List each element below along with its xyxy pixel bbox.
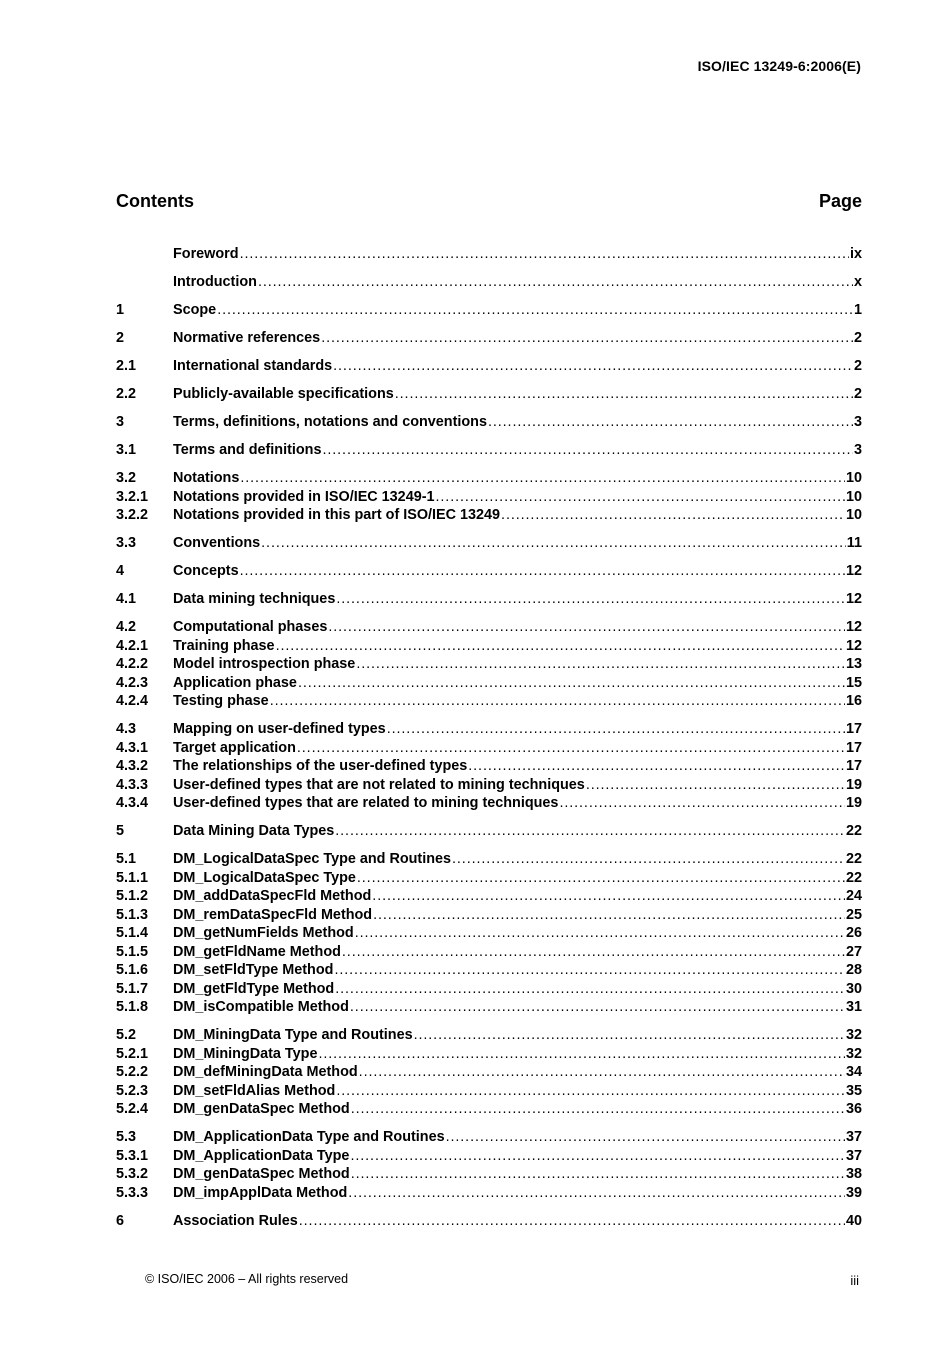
toc-entry-number: 5.1.3 — [116, 906, 149, 923]
toc-entry-number: 4.2.3 — [116, 674, 149, 691]
toc-entry[interactable] — [116, 692, 862, 711]
toc-entry-page[interactable]: 22 — [845, 869, 862, 886]
toc-entry-page[interactable]: 12 — [845, 619, 862, 635]
toc-entry[interactable] — [116, 506, 862, 525]
toc-entry[interactable] — [116, 943, 862, 962]
toc-entry-page[interactable]: 17 — [845, 721, 862, 737]
toc-entry-number: 5.2 — [116, 1027, 137, 1043]
toc-entry-number: 1 — [116, 302, 125, 318]
footer-page-number: iii — [850, 1273, 859, 1288]
toc-entry-page[interactable]: 31 — [845, 999, 862, 1015]
toc-entry-number: 4 — [116, 563, 125, 579]
toc-entry-page[interactable]: 3 — [853, 414, 862, 430]
toc-entry-title[interactable]: DM_getFldType Method — [173, 980, 335, 997]
toc-group — [116, 469, 862, 525]
toc-entry-title[interactable]: DM_impApplData Method — [173, 1184, 348, 1201]
toc-group — [116, 1026, 862, 1119]
toc-entry-title[interactable]: Introduction — [173, 274, 257, 290]
toc-group — [116, 441, 862, 460]
toc-entry-page[interactable]: 12 — [845, 563, 862, 579]
toc-leader-dots — [488, 413, 853, 432]
toc-entry-page[interactable]: 15 — [845, 674, 862, 691]
toc-entry-title[interactable]: Scope — [173, 302, 217, 318]
toc-entry-number: 4.3 — [116, 721, 137, 737]
toc-entry[interactable] — [116, 757, 862, 776]
toc-entry-number: 4.3.2 — [116, 758, 149, 774]
toc-entry-page[interactable]: 1 — [853, 302, 862, 318]
toc-entry[interactable] — [116, 618, 862, 637]
toc-entry-page[interactable]: 16 — [845, 693, 862, 709]
toc-leader-dots — [357, 869, 845, 888]
contents-title: Contents — [116, 191, 194, 211]
toc-entry-number: 4.2.1 — [116, 637, 149, 654]
toc-entry-number: 3.2.2 — [116, 507, 149, 523]
toc-leader-dots — [336, 590, 845, 609]
toc-entry-title[interactable]: Notations — [173, 470, 240, 486]
toc-entry-number: 4.2 — [116, 619, 137, 635]
toc-entry-title[interactable]: Terms and definitions — [173, 442, 322, 458]
toc-leader-dots — [348, 1184, 845, 1203]
toc-entry[interactable] — [116, 850, 862, 869]
toc-entry[interactable] — [116, 1082, 862, 1101]
toc-leader-dots — [270, 692, 845, 711]
toc-leader-dots — [240, 469, 845, 488]
toc-leader-dots — [350, 998, 845, 1017]
toc-leader-dots — [240, 562, 845, 581]
toc-entry-title[interactable]: Testing phase — [173, 693, 269, 709]
toc-group — [116, 385, 862, 404]
toc-entry[interactable] — [116, 413, 862, 432]
toc-leader-dots — [586, 776, 845, 795]
toc-leader-dots — [436, 488, 845, 507]
toc-entry-title[interactable]: Association Rules — [173, 1212, 298, 1229]
toc-entry-number: 3.2.1 — [116, 488, 149, 505]
toc-entry-number: 5.3.3 — [116, 1184, 149, 1201]
toc-entry-page[interactable]: 35 — [845, 1082, 862, 1099]
toc-leader-dots — [336, 1082, 845, 1101]
toc-group — [116, 822, 862, 841]
toc-entry[interactable] — [116, 273, 862, 292]
toc-leader-dots — [355, 924, 845, 943]
toc-entry-page[interactable]: 38 — [845, 1166, 862, 1182]
table-of-contents — [116, 245, 862, 1240]
toc-entry-page[interactable]: 2 — [853, 358, 862, 374]
toc-leader-dots — [328, 618, 845, 637]
toc-entry-page[interactable]: 17 — [845, 739, 862, 756]
toc-leader-dots — [298, 674, 845, 693]
toc-entry[interactable] — [116, 1212, 862, 1231]
toc-group — [116, 1212, 862, 1231]
toc-leader-dots — [373, 906, 845, 925]
toc-entry[interactable] — [116, 1063, 862, 1082]
toc-entry-title[interactable]: DM_MiningData Type — [173, 1045, 318, 1062]
toc-group — [116, 413, 862, 432]
toc-entry-page[interactable]: 19 — [845, 776, 862, 793]
toc-entry[interactable] — [116, 441, 862, 460]
toc-entry-title[interactable]: DM_setFldAlias Method — [173, 1082, 336, 1099]
toc-entry-page[interactable]: 40 — [845, 1212, 862, 1229]
toc-entry-page[interactable]: 26 — [845, 925, 862, 941]
toc-entry-number: 5.2.4 — [116, 1101, 149, 1117]
toc-entry-title[interactable]: User-defined types that are not related to mining techniques — [173, 776, 585, 793]
toc-entry-title[interactable]: DM_getNumFields Method — [173, 925, 354, 941]
toc-entry-page[interactable]: 11 — [846, 535, 862, 551]
toc-entry-page[interactable]: 2 — [853, 330, 862, 346]
toc-entry-title[interactable]: DM_remDataSpecFld Method — [173, 906, 373, 923]
toc-entry-number: 2.1 — [116, 358, 137, 374]
toc-entry-title[interactable]: DM_genDataSpec Method — [173, 1166, 350, 1182]
toc-leader-dots — [217, 301, 853, 320]
toc-entry[interactable] — [116, 794, 862, 813]
toc-entry-title[interactable]: Notations provided in this part of ISO/IEC 13249 — [173, 507, 501, 523]
toc-entry-page[interactable]: 13 — [845, 656, 862, 672]
toc-entry-title[interactable]: Foreword — [173, 246, 239, 262]
toc-entry-page[interactable]: 34 — [845, 1064, 862, 1080]
toc-entry[interactable] — [116, 887, 862, 906]
footer-copyright: © ISO/IEC 2006 – All rights reserved — [145, 1272, 349, 1286]
toc-entry-page[interactable]: 12 — [845, 591, 862, 607]
toc-group — [116, 329, 862, 348]
toc-leader-dots — [414, 1026, 845, 1045]
toc-entry-title[interactable]: DM_ApplicationData Type — [173, 1147, 350, 1164]
toc-entry-page[interactable]: 22 — [845, 851, 862, 867]
toc-entry-title[interactable]: Application phase — [173, 674, 297, 691]
toc-entry-title[interactable]: The relationships of the user-defined types — [173, 758, 468, 774]
page-column-label: Page — [818, 191, 862, 211]
toc-leader-dots — [335, 822, 845, 841]
toc-leader-dots — [334, 961, 845, 980]
toc-leader-dots — [350, 1147, 845, 1166]
toc-leader-dots — [395, 385, 853, 404]
toc-entry[interactable] — [116, 562, 862, 581]
toc-leader-dots — [387, 720, 845, 739]
toc-entry[interactable] — [116, 1045, 862, 1064]
toc-group — [116, 1128, 862, 1202]
toc-group — [116, 562, 862, 581]
toc-leader-dots — [333, 357, 853, 376]
toc-entry[interactable] — [116, 655, 862, 674]
toc-group — [116, 534, 862, 553]
toc-leader-dots — [321, 329, 853, 348]
toc-entry-title[interactable]: Data Mining Data Types — [173, 823, 335, 839]
toc-entry-number: 5.1.4 — [116, 925, 149, 941]
toc-entry-number: 5 — [116, 823, 125, 839]
toc-entry-page[interactable]: 22 — [845, 823, 862, 839]
toc-leader-dots — [452, 850, 845, 869]
toc-entry[interactable] — [116, 1026, 862, 1045]
toc-entry[interactable] — [116, 674, 862, 693]
toc-entry-page[interactable]: 3 — [853, 442, 862, 458]
toc-entry-number: 4.2.4 — [116, 693, 149, 709]
toc-entry-number: 6 — [116, 1212, 125, 1229]
toc-entry-number: 4.3.1 — [116, 739, 149, 756]
toc-entry-title[interactable]: Target application — [173, 739, 296, 756]
toc-leader-dots — [351, 1165, 845, 1184]
toc-entry-title[interactable]: Concepts — [173, 563, 239, 579]
toc-group — [116, 618, 862, 711]
toc-entry[interactable] — [116, 906, 862, 925]
toc-entry-number: 5.1.1 — [116, 869, 149, 886]
toc-entry[interactable] — [116, 357, 862, 376]
toc-entry-page[interactable]: x — [853, 274, 862, 290]
toc-group — [116, 850, 862, 1017]
toc-entry-page[interactable]: 37 — [845, 1147, 862, 1164]
toc-entry[interactable] — [116, 739, 862, 758]
toc-entry[interactable] — [116, 924, 862, 943]
toc-entry-number: 5.3.2 — [116, 1166, 149, 1182]
toc-entry[interactable] — [116, 1184, 862, 1203]
toc-entry-title[interactable]: Mapping on user-defined types — [173, 721, 386, 737]
toc-entry-title[interactable]: Terms, definitions, notations and conventions — [173, 414, 487, 430]
toc-entry-number: 2.2 — [116, 386, 137, 402]
toc-leader-dots — [299, 1212, 845, 1231]
toc-leader-dots — [322, 441, 853, 460]
toc-entry[interactable] — [116, 469, 862, 488]
toc-entry-title[interactable]: Training phase — [173, 637, 275, 654]
toc-entry-number: 5.2.2 — [116, 1064, 149, 1080]
toc-entry-title[interactable]: DM_ApplicationData Type and Routines — [173, 1129, 445, 1145]
toc-entry-number: 5.1.2 — [116, 888, 149, 904]
toc-entry[interactable] — [116, 301, 862, 320]
toc-entry-page[interactable]: 27 — [845, 943, 862, 960]
toc-entry[interactable] — [116, 637, 862, 656]
toc-entry[interactable] — [116, 1100, 862, 1119]
toc-entry-title[interactable]: Notations provided in ISO/IEC 13249-1 — [173, 488, 435, 505]
toc-entry-title[interactable]: Publicly-available specifications — [173, 386, 394, 402]
toc-entry-page[interactable]: 19 — [845, 795, 862, 811]
toc-entry[interactable] — [116, 998, 862, 1017]
toc-leader-dots — [261, 534, 846, 553]
toc-entry[interactable] — [116, 822, 862, 841]
toc-entry-number: 3 — [116, 414, 125, 430]
toc-entry[interactable] — [116, 720, 862, 739]
toc-entry[interactable] — [116, 385, 862, 404]
toc-entry-title[interactable]: DM_MiningData Type and Routines — [173, 1027, 413, 1043]
toc-group — [116, 301, 862, 320]
toc-leader-dots — [559, 794, 845, 813]
toc-group — [116, 720, 862, 813]
toc-entry[interactable] — [116, 488, 862, 507]
toc-leader-dots — [356, 655, 845, 674]
toc-entry[interactable] — [116, 534, 862, 553]
toc-entry-title[interactable]: DM_getFldName Method — [173, 943, 341, 960]
toc-leader-dots — [276, 637, 845, 656]
toc-leader-dots — [446, 1128, 845, 1147]
toc-entry-title[interactable]: International standards — [173, 358, 333, 374]
toc-entry-page[interactable]: 30 — [845, 980, 862, 997]
toc-entry[interactable] — [116, 1165, 862, 1184]
toc-leader-dots — [240, 245, 849, 264]
toc-entry-title[interactable]: User-defined types that are related to mining techniques — [173, 795, 559, 811]
toc-entry-number: 5.3 — [116, 1129, 137, 1145]
toc-entry-page[interactable]: 32 — [845, 1045, 862, 1062]
toc-entry[interactable] — [116, 590, 862, 609]
toc-entry[interactable] — [116, 1147, 862, 1166]
toc-entry-title[interactable]: DM_defMiningData Method — [173, 1064, 358, 1080]
toc-group — [116, 357, 862, 376]
document-id: ISO/IEC 13249-6:2006(E) — [697, 58, 861, 74]
toc-entry[interactable] — [116, 1128, 862, 1147]
toc-entry-page[interactable]: 28 — [845, 962, 862, 978]
toc-entry-number: 3.3 — [116, 535, 137, 551]
toc-entry[interactable] — [116, 980, 862, 999]
toc-entry-page[interactable]: 10 — [845, 470, 862, 486]
toc-entry-title[interactable]: DM_isCompatible Method — [173, 999, 349, 1015]
toc-entry-page[interactable]: 17 — [845, 758, 862, 774]
toc-entry-number: 4.1 — [116, 591, 137, 607]
toc-entry-title[interactable]: Computational phases — [173, 619, 328, 635]
toc-leader-dots — [501, 506, 845, 525]
toc-entry-page[interactable]: 2 — [853, 386, 862, 402]
toc-leader-dots — [372, 887, 845, 906]
toc-entry-page[interactable]: 24 — [845, 888, 862, 904]
toc-entry-number: 5.2.1 — [116, 1045, 149, 1062]
toc-entry-number: 4.2.2 — [116, 656, 149, 672]
toc-entry-title[interactable]: DM_addDataSpecFld Method — [173, 888, 372, 904]
toc-entry-page[interactable]: 32 — [845, 1027, 862, 1043]
toc-leader-dots — [335, 980, 845, 999]
toc-entry[interactable] — [116, 869, 862, 888]
toc-leader-dots — [342, 943, 845, 962]
toc-entry-page[interactable]: 37 — [845, 1129, 862, 1145]
toc-entry-number: 5.1 — [116, 851, 137, 867]
toc-entry[interactable] — [116, 961, 862, 980]
toc-group — [116, 245, 862, 264]
toc-entry-number: 3.1 — [116, 442, 137, 458]
toc-entry-number: 5.2.3 — [116, 1082, 149, 1099]
toc-leader-dots — [318, 1045, 845, 1064]
toc-leader-dots — [297, 739, 845, 758]
toc-entry-page[interactable]: ix — [849, 246, 862, 262]
toc-leader-dots — [359, 1063, 845, 1082]
toc-entry-page[interactable]: 39 — [845, 1184, 862, 1201]
toc-entry-number: 5.1.6 — [116, 962, 149, 978]
toc-entry-page[interactable]: 10 — [845, 507, 862, 523]
toc-entry-page[interactable]: 12 — [845, 637, 862, 654]
toc-entry-title[interactable]: DM_LogicalDataSpec Type and Routines — [173, 851, 452, 867]
toc-entry-title[interactable]: Data mining techniques — [173, 591, 336, 607]
toc-group — [116, 590, 862, 609]
toc-entry-title[interactable]: Conventions — [173, 535, 261, 551]
toc-leader-dots — [468, 757, 845, 776]
toc-entry-title[interactable]: DM_LogicalDataSpec Type — [173, 869, 356, 886]
toc-entry-number: 5.3.1 — [116, 1147, 149, 1164]
toc-entry-title[interactable]: DM_genDataSpec Method — [173, 1101, 350, 1117]
toc-entry[interactable] — [116, 776, 862, 795]
toc-entry[interactable] — [116, 329, 862, 348]
toc-group — [116, 273, 862, 292]
toc-entry-number: 4.3.4 — [116, 795, 149, 811]
toc-entry[interactable] — [116, 245, 862, 264]
toc-entry-number: 5.1.7 — [116, 980, 149, 997]
toc-entry-page[interactable]: 25 — [845, 906, 862, 923]
toc-entry-number: 4.3.3 — [116, 776, 149, 793]
toc-entry-page[interactable]: 10 — [845, 488, 862, 505]
contents-heading — [116, 191, 862, 212]
toc-entry-number: 5.1.5 — [116, 943, 149, 960]
toc-entry-page[interactable]: 36 — [845, 1101, 862, 1117]
toc-leader-dots — [258, 273, 853, 292]
toc-entry-number: 2 — [116, 330, 125, 346]
toc-entry-title[interactable]: DM_setFldType Method — [173, 962, 334, 978]
toc-entry-title[interactable]: Normative references — [173, 330, 321, 346]
toc-entry-number: 5.1.8 — [116, 999, 149, 1015]
toc-entry-title[interactable]: Model introspection phase — [173, 656, 356, 672]
toc-leader-dots — [351, 1100, 845, 1119]
toc-entry-number: 3.2 — [116, 470, 137, 486]
